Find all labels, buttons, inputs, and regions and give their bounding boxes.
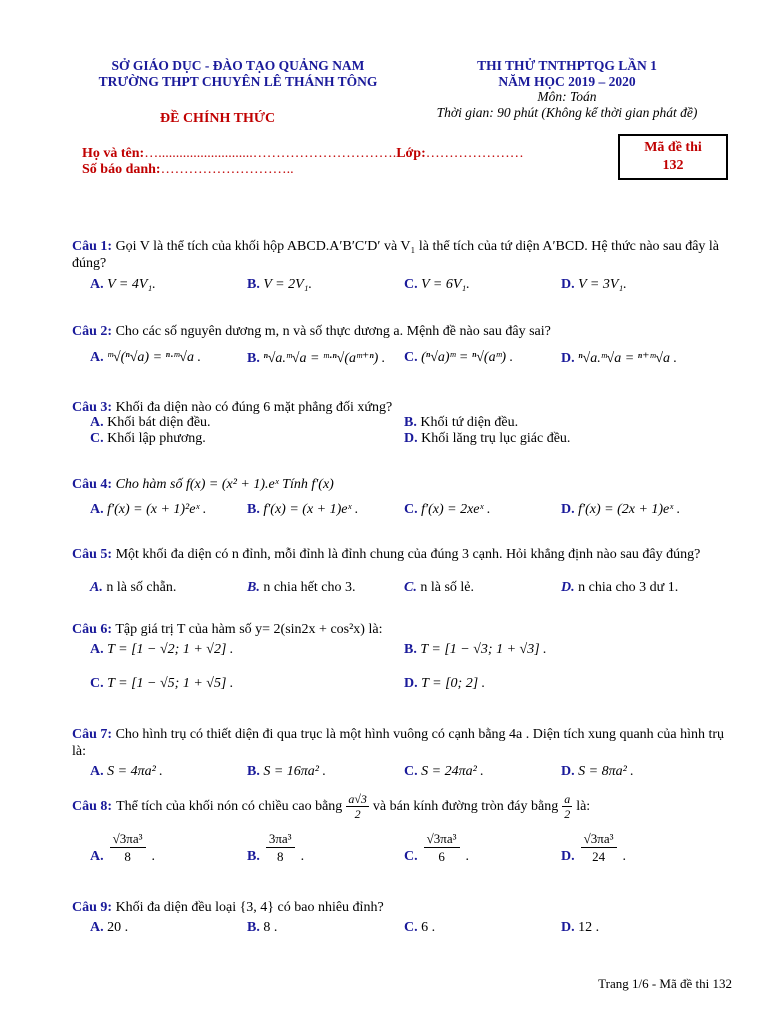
answer-b[interactable]: B. V = 2V₁. <box>247 277 313 292</box>
question-text: Cho hình trụ có thiết diện đi qua trục là một hình vuông có cạnh bằng 4a . Diện tích xung quanh của hình trụ là: <box>72 727 725 759</box>
answer-d[interactable]: D. Khối lăng trụ lục giác đều. <box>404 431 571 446</box>
question-number: Câu 7: <box>72 727 113 742</box>
question-7 <box>72 726 732 760</box>
question-1 <box>72 238 732 272</box>
question-text: Một khối đa diện có n đỉnh, mỗi đỉnh là đỉnh chung của đúng 3 cạnh. Hỏi khẳng định nào sau đây đúng? <box>115 547 701 562</box>
school-year: NĂM HỌC 2019 – 2020 <box>498 73 636 89</box>
answer-d[interactable]: D. T = [0; 2] . <box>404 676 486 691</box>
question-text: Cho hàm số f(x) = (x² + 1).eˣ Tính f′(x) <box>115 477 334 492</box>
question-number: Câu 8: <box>72 798 113 814</box>
answer-a[interactable]: A. f′(x) = (x + 1)²eˣ . <box>90 502 207 517</box>
answer-b[interactable]: B. T = [1 − √3; 1 + √3] . <box>404 642 547 657</box>
answer-b[interactable]: B. f′(x) = (x + 1)eˣ . <box>247 502 359 517</box>
id-label: Số báo danh: <box>82 162 161 177</box>
height-fraction: a√3 2 <box>348 792 367 821</box>
official-label: ĐỀ CHÍNH THỨC <box>160 111 276 126</box>
answer-d[interactable]: D. V = 3V₁. <box>561 277 627 292</box>
question-3 <box>72 399 732 416</box>
question-number: Câu 6: <box>72 622 113 637</box>
school-name: TRƯỜNG THPT CHUYÊN LÊ THÁNH TÔNG <box>98 74 378 89</box>
exam-title: THI THỬ TNTHPTQG LẦN 1 <box>477 58 657 73</box>
answer-a[interactable]: A. √3πa³ 8 . <box>90 831 155 864</box>
name-field[interactable]: …...........................…………………………. <box>144 146 397 161</box>
page-footer: Trang 1/6 - Mã đề thi 132 <box>598 976 732 991</box>
answer-a[interactable]: A. 20 . <box>90 920 129 935</box>
answer-c[interactable]: C. Khối lập phương. <box>90 431 206 446</box>
question-text: Khối đa diện nào có đúng 6 mặt phẳng đối xứng? <box>115 400 393 415</box>
answer-b[interactable]: B. n chia hết cho 3. <box>247 580 356 595</box>
answer-a[interactable]: A. n là số chẵn. <box>90 580 177 595</box>
question-2 <box>72 323 732 340</box>
question-text: Cho các số nguyên dương m, n và số thực dương a. Mệnh đề nào sau đây sai? <box>115 324 551 339</box>
answer-a[interactable]: A. V = 4V₁. <box>90 277 156 292</box>
answer-a[interactable]: A. ᵐ√(ⁿ√a) = ⁿ·ᵐ√a . <box>90 350 201 365</box>
name-label: Họ và tên: <box>82 146 145 161</box>
answer-a[interactable]: A. T = [1 − √2; 1 + √2] . <box>90 642 234 657</box>
answer-d[interactable]: D. ⁿ√a.ᵐ√a = ⁿ⁺ᵐ√a . <box>561 351 678 366</box>
exam-code-label: Mã đề thi <box>644 140 702 155</box>
question-number: Câu 5: <box>72 547 113 562</box>
answer-c[interactable]: C. 6 . <box>404 920 436 935</box>
answer-c[interactable]: C. S = 24πa² . <box>404 764 484 779</box>
question-text: Khối đa diện đều loại {3, 4} có bao nhiêu đỉnh? <box>115 900 384 915</box>
answer-c[interactable]: C. f′(x) = 2xeˣ . <box>404 502 491 517</box>
question-8: Câu 8: Thể tích của khối nón có chiều cao bằng a√3 2 và bán kính đường tròn đáy bằng a 2 là: <box>72 792 591 821</box>
question-number: Câu 9: <box>72 900 113 915</box>
header-left <box>78 58 398 90</box>
subject: Môn: Toán <box>537 89 597 104</box>
answer-a[interactable]: A. S = 4πa² . <box>90 764 163 779</box>
answer-d[interactable]: D. f′(x) = (2x + 1)eˣ . <box>561 502 681 517</box>
class-field[interactable]: ………………… <box>425 146 524 161</box>
id-field[interactable]: ……………………….. <box>160 162 294 177</box>
header-right <box>408 58 726 120</box>
answer-c[interactable]: C. T = [1 − √5; 1 + √5] . <box>90 676 234 691</box>
question-6 <box>72 621 732 638</box>
exam-code: 132 <box>662 158 684 173</box>
answer-d[interactable]: D. S = 8πa² . <box>561 764 634 779</box>
answer-c[interactable]: C. √3πa³ 6 . <box>404 831 469 864</box>
answer-d[interactable]: D. √3πa³ 24 . <box>561 831 626 864</box>
question-5 <box>72 546 732 563</box>
question-9 <box>72 899 732 916</box>
question-number: Câu 3: <box>72 400 113 415</box>
class-label: Lớp: <box>396 146 426 161</box>
answer-b[interactable]: B. ⁿ√a.ᵐ√a = ᵐ·ⁿ√(aᵐ⁺ⁿ) . <box>247 351 386 366</box>
radius-fraction: a 2 <box>564 792 571 821</box>
department-name: SỞ GIÁO DỤC - ĐÀO TẠO QUẢNG NAM <box>111 58 365 73</box>
answer-c[interactable]: C. (ⁿ√a)ᵐ = ⁿ√(aᵐ) . <box>404 350 514 365</box>
answer-b[interactable]: B. 8 . <box>247 920 278 935</box>
question-text: Thể tích của khối nón có chiều cao bằng <box>116 798 343 814</box>
question-number: Câu 4: <box>72 477 113 492</box>
answer-d[interactable]: D. 12 . <box>561 920 600 935</box>
student-info <box>82 146 524 178</box>
question-4 <box>72 476 732 493</box>
answer-c[interactable]: C. V = 6V₁. <box>404 277 470 292</box>
question-text: Gọi V là thể tích của khối hộp ABCD.A′B′C′D′ và V₁ là thể tích của tứ diện A′BCD. Hệ thức nào sau đây là đúng? <box>72 239 720 271</box>
answer-d[interactable]: D. n chia cho 3 dư 1. <box>561 580 679 595</box>
exam-time: Thời gian: 90 phút (Không kể thời gian phát đề) <box>436 104 698 120</box>
answer-b[interactable]: B. S = 16πa² . <box>247 764 327 779</box>
answer-b[interactable]: B. 3πa³ 8 . <box>247 831 305 864</box>
answer-b[interactable]: B. Khối tứ diện đều. <box>404 415 519 430</box>
exam-code-box <box>618 134 728 180</box>
question-number: Câu 2: <box>72 324 113 339</box>
question-text: Tập giá trị T của hàm số y= 2(sin2x + cos²x) là: <box>115 622 383 637</box>
question-number: Câu 1: <box>72 239 113 254</box>
answer-c[interactable]: C. n là số lẻ. <box>404 580 474 595</box>
answer-a[interactable]: A. Khối bát diện đều. <box>90 415 211 430</box>
